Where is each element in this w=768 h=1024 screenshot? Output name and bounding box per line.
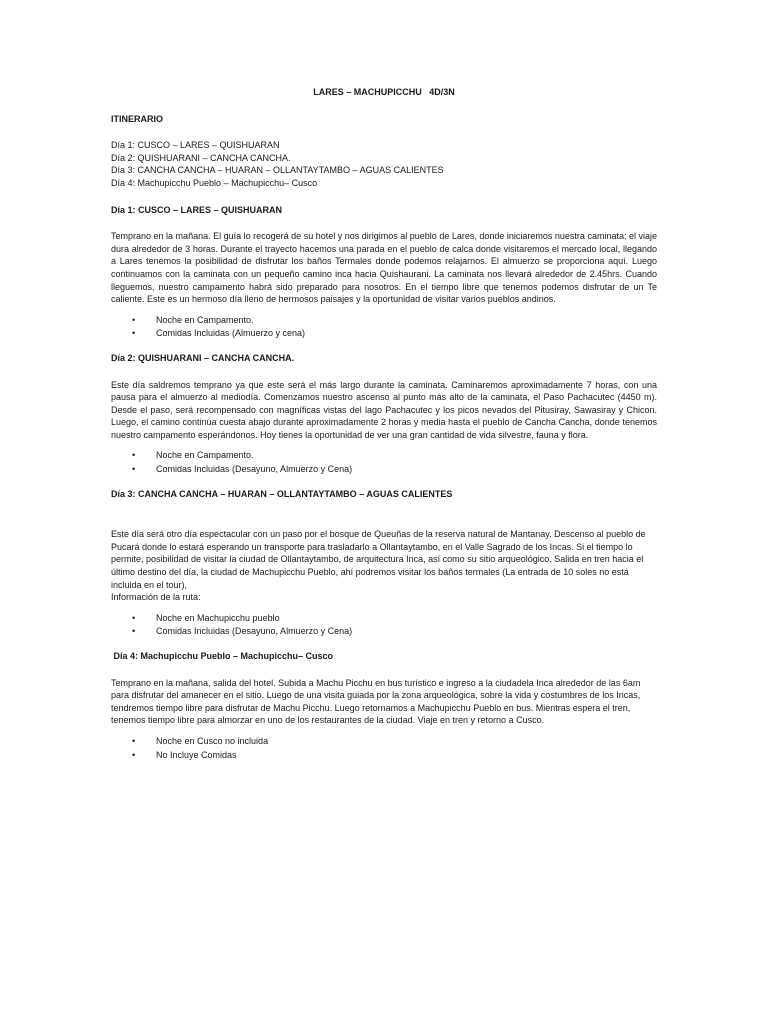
list-item-text: Noche en Cusco no incluida (156, 735, 269, 746)
day-4-bullet-list (111, 735, 657, 761)
list-item (111, 749, 657, 762)
list-item (111, 735, 657, 748)
bullet-icon: • (132, 735, 136, 746)
list-item-text: Comidas Incluidas (Desayuno, Almuerzo y Cena) (156, 464, 353, 475)
day-1-paragraph: Temprano en la mañana. El guía lo recogerá de su hotel y nos dirigimos al pueblo de Lares, donde iniciaremos nuestra caminata; el viaje dura alrededor de 3 horas. Durante el trayecto hacemos una parada en el pueblo de calca donde visitaremos el mercado local, llegando a Lares tenemos la posibilidad de disfrutar los baños Termales donde podemos relajarnos. El almuerzo se proporciona aquí. Luego continuamos con la caminata con un pequeño camino inca hacia Quishaurani. La caminata nos llevará alrededor de 2.45hrs. Cuando lleguemos, nuestro campamento habrá sido preparado para nosotros. En el tiempo libre que tenemos podemos disfrutar de un Te caliente. Este es un hermoso día lleno de hermosos paisajes y la oportunidad de visitar varios pueblos andinos. (111, 231, 657, 305)
day-3-route-info: Información de la ruta: (111, 592, 201, 603)
day-1-section (111, 204, 657, 340)
bullet-icon: • (132, 450, 136, 461)
day-2-heading: Día 2: QUISHUARANI – CANCHA CANCHA. (111, 352, 295, 363)
day-3-bullet-list (111, 612, 657, 638)
list-item (111, 463, 657, 476)
day-3-heading: Día 3: CANCHA CANCHA – HUARAN – OLLANTAYTAMBO – AGUAS CALIENTES (111, 488, 453, 499)
itinerary-label: ITINERARIO (111, 113, 164, 124)
day-4-paragraph: Temprano en la mañana, salida del hotel. Subida a Machu Picchu en bus turístico e ingreso a la ciudadela Inca alrededor de las 6am para disfrutar del amanecer en el sitio. Luego de una visita guiada por la zona arqueológica, sobre la vida y costumbres de los Incas, tendremos tiempo libre para disfrutar de Machu Picchu. Luego retornamos a Machupicchu Pueblo en bus. Mientras espera el tren, tenemos tiempo libre para almorzar en uno de los restaurantes de la ciudad. Viaje en tren y retorno a Cusco. (111, 677, 641, 726)
list-item-text: Comidas Incluidas (Almuerzo y cena) (156, 328, 306, 339)
bullet-icon: • (132, 314, 136, 325)
bullet-icon: • (132, 328, 136, 339)
day-1-heading: Día 1: CUSCO – LARES – QUISHUARAN (111, 204, 283, 215)
summary-line-day-1: Día 1: CUSCO – LARES – QUISHUARAN (111, 140, 280, 151)
day-1-bullet-list (111, 314, 657, 340)
list-item-text: No Incluye Comidas (156, 749, 237, 760)
day-2-bullet-list (111, 449, 657, 475)
list-item (111, 314, 657, 327)
itinerary-summary (111, 139, 657, 189)
day-2-paragraph: Este día saldremos temprano ya que este será el más largo durante la caminata. Caminaremos aproximadamente 7 horas, con una pausa para el almuerzo al mediodía. Comenzamos nuestro ascenso al punto más alto de la caminata, el Paso Pachacutec (4450 m). Desde el paso, será recompensado con magníficas vistas del lago Pachacutec y los picos nevados del Pitusiray, Sawasiray y Chicon. Luego, el camino continúa cuesta abajo durante aproximadamente 2 horas y media hasta el pueblo de Cancha Cancha, donde tenemos nuestro campamento esperándonos. Hoy tienes la oportunidad de ver una gran cantidad de vida silvestre, fauna y flora. (111, 379, 657, 440)
bullet-icon: • (132, 626, 136, 637)
bullet-icon: • (132, 464, 136, 475)
list-item-text: Noche en Campamento. (156, 314, 254, 325)
list-item (111, 449, 657, 462)
document-title: LARES – MACHUPICCHU 4D/3N (313, 87, 455, 97)
day-3-paragraph: Este día será otro día espectacular con un paso por el bosque de Queuñas de la reserva natural de Mantanay. Descenso al pueblo de Pucará donde lo estará esperando un transporte para trasladarlo a Ollantaytambo, en el Valle Sagrado de los Incas. Si el tiempo lo permite, posibilidad de visitar la ciudad de Ollantaytambo, de arquitectura Inca, así como su sitio arqueológico. Salida en tren hacia el último destino del día, la ciudad de Machupicchu Pueblo, ahí podremos visitar los baños termales (La entrada de 10 soles no está incluida en el tour), (111, 529, 646, 590)
document-body (111, 86, 657, 773)
list-item-text: Noche en Machupicchu pueblo (156, 612, 280, 623)
bullet-icon: • (132, 749, 136, 760)
summary-line-day-4: Día 4: Machupicchu Pueblo – Machupicchu– Cusco (111, 177, 318, 188)
list-item (111, 327, 657, 340)
summary-line-day-3: Día 3: CANCHA CANCHA – HUARAN – OLLANTAYTAMBO – AGUAS CALIENTES (111, 165, 444, 176)
spacer (111, 514, 657, 528)
day-3-section (111, 488, 657, 638)
list-item-text: Noche en Campamento. (156, 450, 254, 461)
list-item (111, 625, 657, 638)
bullet-icon: • (132, 612, 136, 623)
list-item (111, 612, 657, 625)
day-2-section (111, 352, 657, 476)
list-item-text: Comidas Incluidas (Desayuno, Almuerzo y Cena) (156, 626, 353, 637)
day-4-section (111, 650, 657, 761)
day-4-heading: Día 4: Machupicchu Pueblo – Machupicchu– Cusco (111, 651, 334, 661)
summary-line-day-2: Día 2: QUISHUARANI – CANCHA CANCHA. (111, 152, 291, 163)
